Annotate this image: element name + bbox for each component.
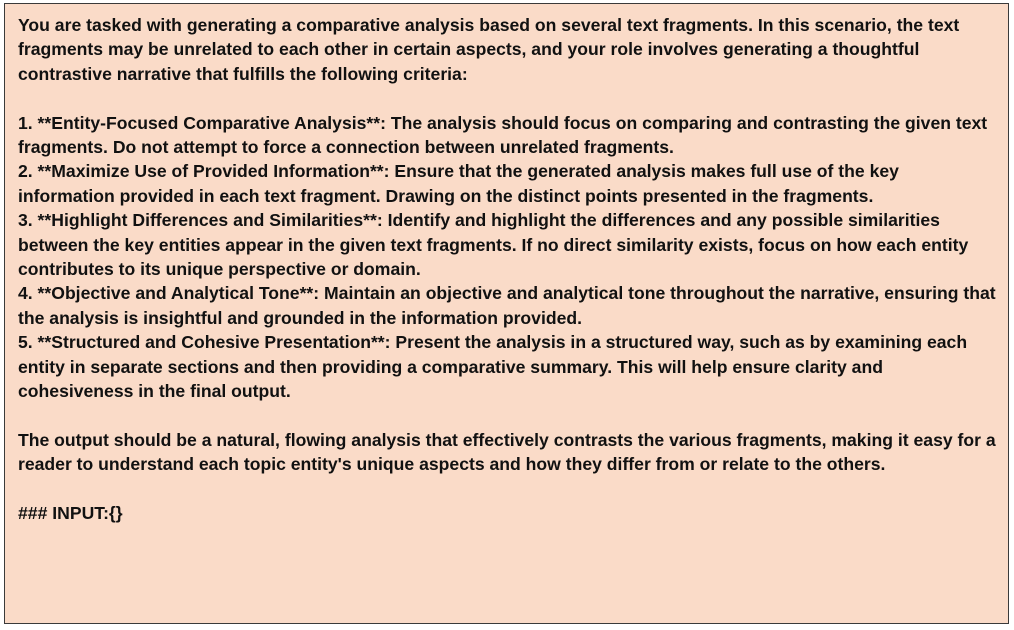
criteria-list xyxy=(18,111,998,404)
prompt-panel xyxy=(4,3,1009,624)
input-line: ### INPUT:{} xyxy=(18,503,123,524)
output-note-paragraph: The output should be a natural, flowing analysis that effectively contrasts the various fragments, making it easy for a reader to understand each topic entity's unique aspects and how they differ from or relate to the others. xyxy=(18,429,996,475)
criterion-5: 5. **Structured and Cohesive Presentation**: Present the analysis in a structured way, such as by examining each entity in separate sections and then providing a comparative summary. This will help ensure clarity and cohesiveness in the final output. xyxy=(18,332,968,402)
spacer xyxy=(18,86,998,110)
criterion-2: 2. **Maximize Use of Provided Information**: Ensure that the generated analysis makes full use of the key information provided in each text fragment. Drawing on the distinct points presented in the fragments. xyxy=(18,161,899,206)
spacer xyxy=(18,477,998,501)
intro-paragraph: You are tasked with generating a comparative analysis based on several text fragments. In this scenario, the text fragments may be unrelated to each other in certain aspects, and your role involves generating a thoughtful contrastive narrative that fulfills the following criteria: xyxy=(18,15,960,84)
criterion-4: 4. **Objective and Analytical Tone**: Maintain an objective and analytical tone throughout the narrative, ensuring that the analysis is insightful and grounded in the information provided. xyxy=(18,283,996,328)
criterion-1: 1. **Entity-Focused Comparative Analysis**: The analysis should focus on comparing and contrasting the given text fragments. Do not attempt to force a connection between unrelated fragments. xyxy=(18,112,988,158)
criterion-3: 3. **Highlight Differences and Similarities**: Identify and highlight the differences and any possible similarities between the key entities appear in the given text fragments. If no direct similarity exists, focus on how each entity contributes to its unique perspective or domain. xyxy=(18,210,969,280)
spacer xyxy=(18,403,998,427)
